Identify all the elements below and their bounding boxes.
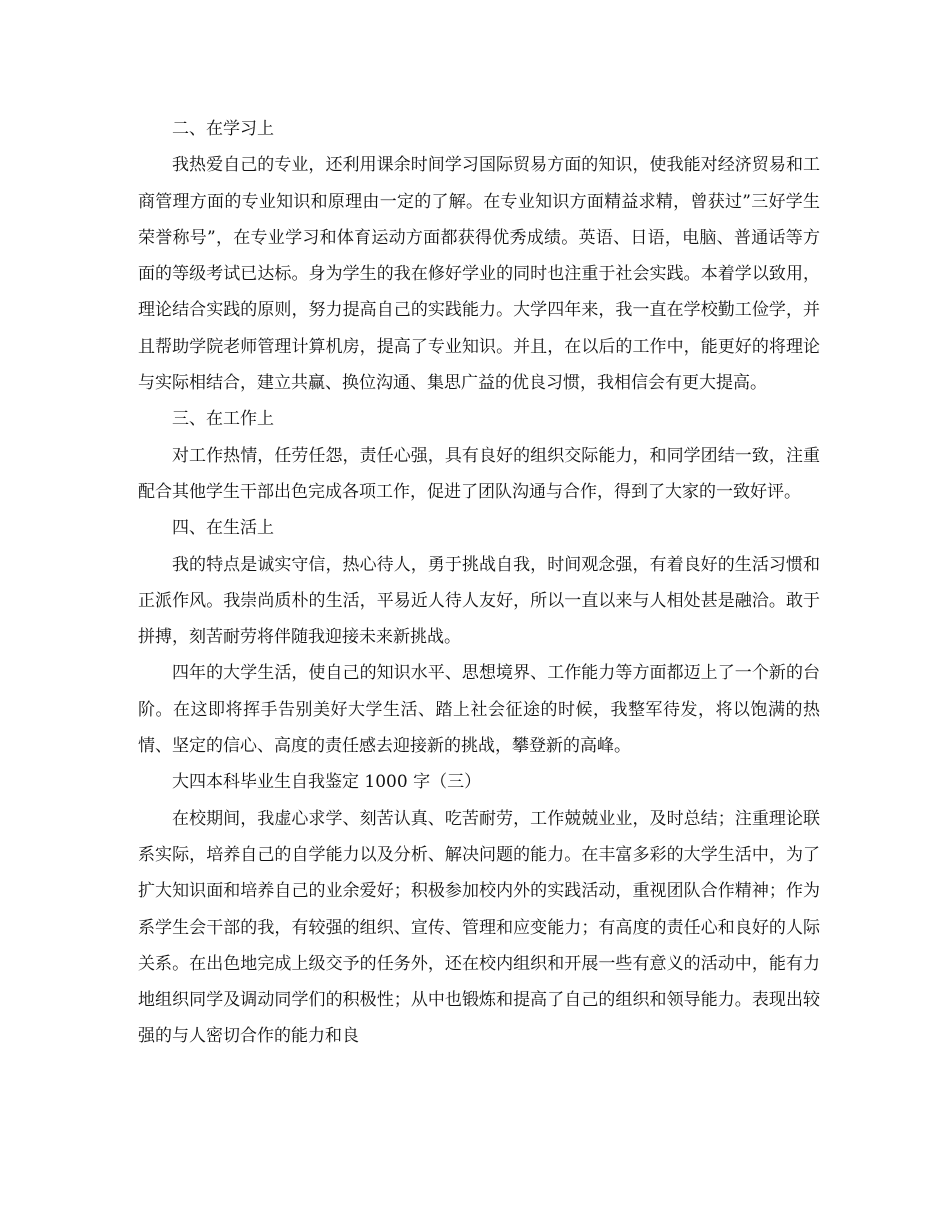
paragraph-work: 对工作热情，任劳任怨，责任心强，具有良好的组织交际能力，和同学团结一致，注重配合其他学生干部出色完成各项工作，促进了团队沟通与合作，得到了大家的一致好评。 [138,445,820,502]
paragraph-study: 我热爱自己的专业，还利用课余时间学习国际贸易方面的知识，使我能对经济贸易和工商管理方面的专业知识和原理由一定的了解。在专业知识方面精益求精，曾获过”三好学生荣誉称号”，在专业学习和体育运动方面都获得优秀成绩。英语、日语，电脑、普通话等方面的等级考试已达标。身为学生的我在修好学业的同时也注重于社会实践。本着学以致用，理论结合实践的原则，努力提高自己的实践能力。大学四年来，我一直在学校勤工俭学，并且帮助学院老师管理计算机房，提高了专业知识。并且，在以后的工作中，能更好的将理论与实际相结合，建立共赢、换位沟通、集思广益的优良习惯，我相信会有更大提高。 [138,155,820,394]
paragraph-summary: 四年的大学生活，使自己的知识水平、思想境界、工作能力等方面都迈上了一个新的台阶。在这即将挥手告别美好大学生活、踏上社会征途的时候，我整军待发，将以饱满的热情、坚定的信心、高度的责任感去迎接新的挑战，攀登新的高峰。 [138,663,820,757]
section-heading-life: 四、在生活上 [172,518,274,539]
section-heading-work: 三、在工作上 [172,409,274,430]
document-body [138,111,820,1055]
paragraph-campus: 在校期间，我虚心求学、刻苦认真、吃苦耐劳，工作兢兢业业，及时总结；注重理论联系实际，培养自己的自学能力以及分析、解决问题的能力。在丰富多彩的大学生活中，为了扩大知识面和培养自己的业余爱好；积极参加校内外的实践活动，重视团队合作精神；作为系学生会干部的我，有较强的组织、宣传、管理和应变能力；有高度的责任心和良好的人际关系。在出色地完成上级交予的任务外，还在校内组织和开展一些有意义的活动中，能有力地组织同学及调动同学们的积极性；从中也锻炼和提高了自己的组织和领导能力。表现出较强的与人密切合作的能力和良 [138,808,820,1047]
paragraph-life: 我的特点是诚实守信，热心待人，勇于挑战自我，时间观念强，有着良好的生活习惯和正派作风。我崇尚质朴的生活，平易近人待人友好，所以一直以来与人相处甚是融洽。敢于拼搏，刻苦耐劳将伴随我迎接未来新挑战。 [138,554,820,648]
section-heading-part-three: 大四本科毕业生自我鉴定 1000 字（三） [172,772,482,793]
section-heading-study: 二、在学习上 [172,119,274,139]
